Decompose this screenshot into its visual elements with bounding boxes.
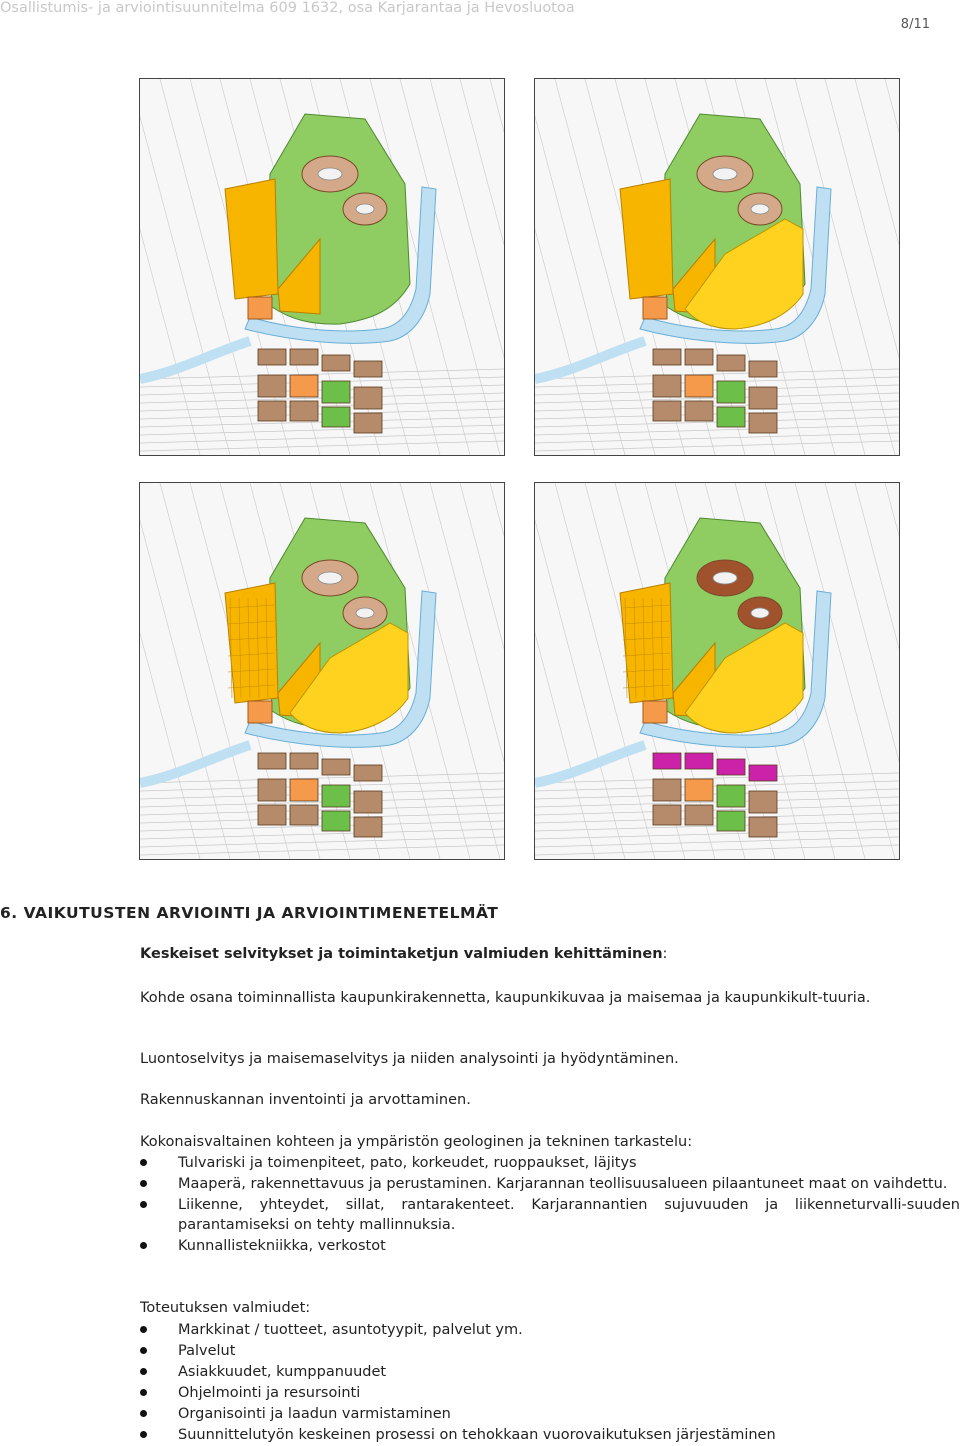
list-item-text: Tulvariski ja toimenpiteet, pato, korkeudet, ruoppaukset, läjitys — [178, 1155, 637, 1171]
list-item — [140, 1320, 960, 1340]
bullet-icon — [140, 1242, 147, 1249]
section-heading: 6. VAIKUTUSTEN ARVIOINTI JA ARVIOINTIMENETELMÄT — [0, 904, 499, 922]
paragraph-1: Kohde osana toiminnallista kaupunkirakennetta, kaupunkikuvaa ja maisemaa ja kaupunkikult-tuuria. — [140, 990, 871, 1006]
list-item — [140, 1195, 960, 1235]
list-item-text: Organisointi ja laadun varmistaminen — [178, 1406, 451, 1422]
list-item — [140, 1362, 960, 1382]
list-item-text: Suunnittelutyön keskeinen prosessi on tehokkaan vuorovaikutuksen järjestäminen — [178, 1427, 776, 1443]
bullet-icon — [140, 1180, 147, 1187]
paragraph-5: Toteutuksen valmiudet: — [140, 1300, 311, 1316]
paragraph-2: Luontoselvitys ja maisemaselvitys ja niiden analysointi ja hyödyntäminen. — [140, 1051, 679, 1067]
sub-heading-text: Keskeiset selvitykset ja toimintaketjun valmiuden kehittäminen — [140, 946, 663, 962]
list-item-text: Palvelut — [178, 1343, 236, 1359]
bullet-icon — [140, 1326, 147, 1333]
list-item-text: Markkinat / tuotteet, asuntotyypit, palvelut ym. — [178, 1322, 523, 1338]
list-item-text: Liikenne, yhteydet, sillat, rantarakenteet. Karjarannantien sujuvuuden ja liikenneturvalli-suuden parantamiseksi on tehty mallinnuksia. — [178, 1197, 960, 1233]
document-title: Osallistumis- ja arviointisuunnitelma 609 1632, osa Karjarantaa ja Hevosluotoa — [0, 0, 575, 16]
site-plan-map-2 — [534, 78, 900, 456]
list-item — [140, 1404, 960, 1424]
bullet-icon — [140, 1347, 147, 1354]
technical-review-list — [140, 1153, 960, 1257]
list-item-text: Asiakkuudet, kumppanuudet — [178, 1364, 387, 1380]
bullet-icon — [140, 1201, 147, 1208]
page-header — [0, 0, 960, 32]
bullet-icon — [140, 1159, 147, 1166]
site-plan-map-1 — [139, 78, 505, 456]
page-number: 8/11 — [900, 17, 930, 32]
bullet-icon — [140, 1410, 147, 1417]
bullet-icon — [140, 1368, 147, 1375]
sub-heading-colon: : — [662, 946, 668, 962]
list-item — [140, 1236, 960, 1256]
list-item — [140, 1341, 960, 1361]
paragraph-4: Kokonaisvaltainen kohteen ja ympäristön geologinen ja tekninen tarkastelu: — [140, 1134, 693, 1150]
list-item-text: Kunnallistekniikka, verkostot — [178, 1238, 386, 1254]
list-item — [140, 1383, 960, 1403]
readiness-list — [140, 1320, 960, 1446]
bullet-icon — [140, 1431, 147, 1438]
list-item-text: Ohjelmointi ja resursointi — [178, 1385, 361, 1401]
list-item-text: Maaperä, rakennettavuus ja perustaminen. Karjarannan teollisuusalueen pilaantuneet maat on vaihdettu. — [178, 1176, 948, 1192]
paragraph-3: Rakennuskannan inventointi ja arvottaminen. — [140, 1092, 471, 1108]
site-plan-map-3 — [139, 482, 505, 860]
bullet-icon — [140, 1389, 147, 1396]
list-item — [140, 1153, 960, 1173]
list-item — [140, 1425, 960, 1445]
sub-heading — [140, 946, 667, 962]
site-plan-map-4 — [534, 482, 900, 860]
list-item — [140, 1174, 960, 1194]
